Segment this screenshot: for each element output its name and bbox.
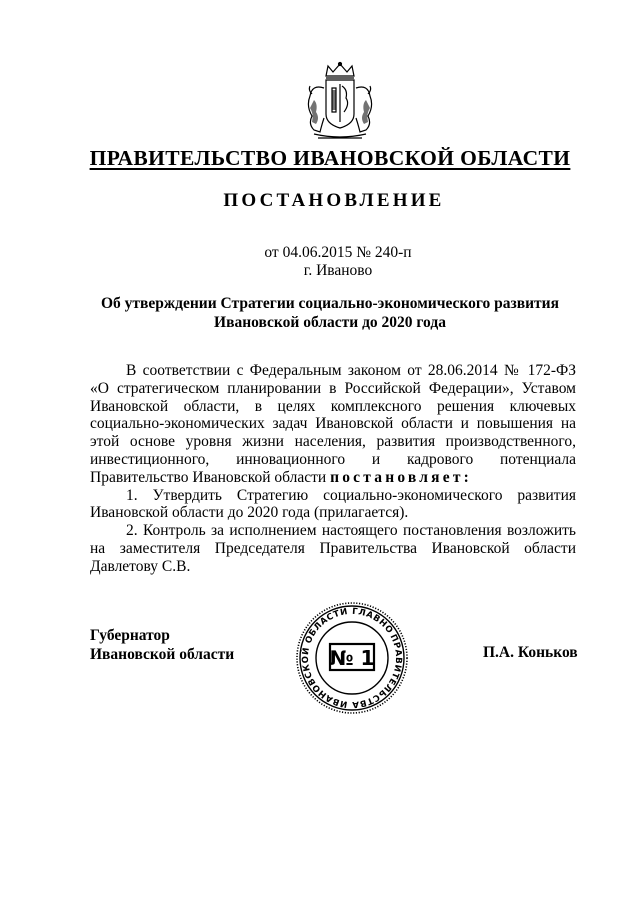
- preamble-line: этой основе уровня жизни населения, развития производственного,: [90, 433, 576, 451]
- document-type-heading: ПОСТАНОВЛЕНИЕ: [223, 190, 445, 211]
- legal-department-seal: [294, 600, 410, 716]
- city: г. Иваново: [303, 262, 373, 279]
- item-1-line-1: 1. Утвердить Стратегию социально-экономического развития: [126, 486, 576, 504]
- seal-ring-text: ПРАВИТЕЛЬСТВА ИВАНОВСКОЙ ОБЛАСТИ ГЛАВНОЕ: [300, 606, 404, 710]
- date-and-number: от 04.06.2015 № 240-п: [264, 244, 412, 261]
- preamble-line: социально-экономических задач Ивановской области и повышения на: [90, 415, 576, 433]
- document-body: [90, 362, 576, 576]
- position-line-1: Губернатор: [90, 627, 170, 644]
- position-line-2: Ивановской области: [90, 646, 235, 663]
- signatory-name: П.А. Коньков: [483, 644, 578, 661]
- subject-line-1: Об утверждении Стратегии социально-экономического развития: [100, 295, 559, 312]
- seal-number: № 1: [329, 646, 375, 670]
- government-title: ПРАВИТЕЛЬСТВО ИВАНОВСКОЙ ОБЛАСТИ: [89, 146, 571, 170]
- preamble-last-line: [90, 469, 576, 487]
- item-1-line-2: Ивановской области до 2020 года (прилагается).: [90, 504, 409, 522]
- signatory-position: [90, 626, 234, 664]
- document-subject: [60, 294, 600, 332]
- decrees-word: постановляет:: [330, 468, 472, 486]
- preamble-line: инвестиционного, инновационного и кадрового потенциала: [90, 450, 576, 468]
- subject-line-2: Ивановской области до 2020 года: [214, 314, 446, 331]
- preamble-last-text: Правительство Ивановской области: [90, 468, 327, 486]
- preamble-line: Ивановской области, в целях комплексного решения ключевых: [90, 397, 576, 415]
- item-2-line-3: Давлетову С.В.: [90, 557, 191, 575]
- preamble-line: «О стратегическом планировании в Российской Федерации», Уставом: [90, 379, 576, 397]
- item-2-line-1: 2. Контроль за исполнением настоящего постановления возложить: [126, 522, 576, 540]
- item-2-line-2: на заместителя Председателя Правительства Ивановской области: [90, 539, 576, 557]
- coat-of-arms-emblem: [298, 60, 382, 144]
- preamble-line: В соответствии с Федеральным законом от 28.06.2014 № 172-ФЗ: [126, 362, 576, 379]
